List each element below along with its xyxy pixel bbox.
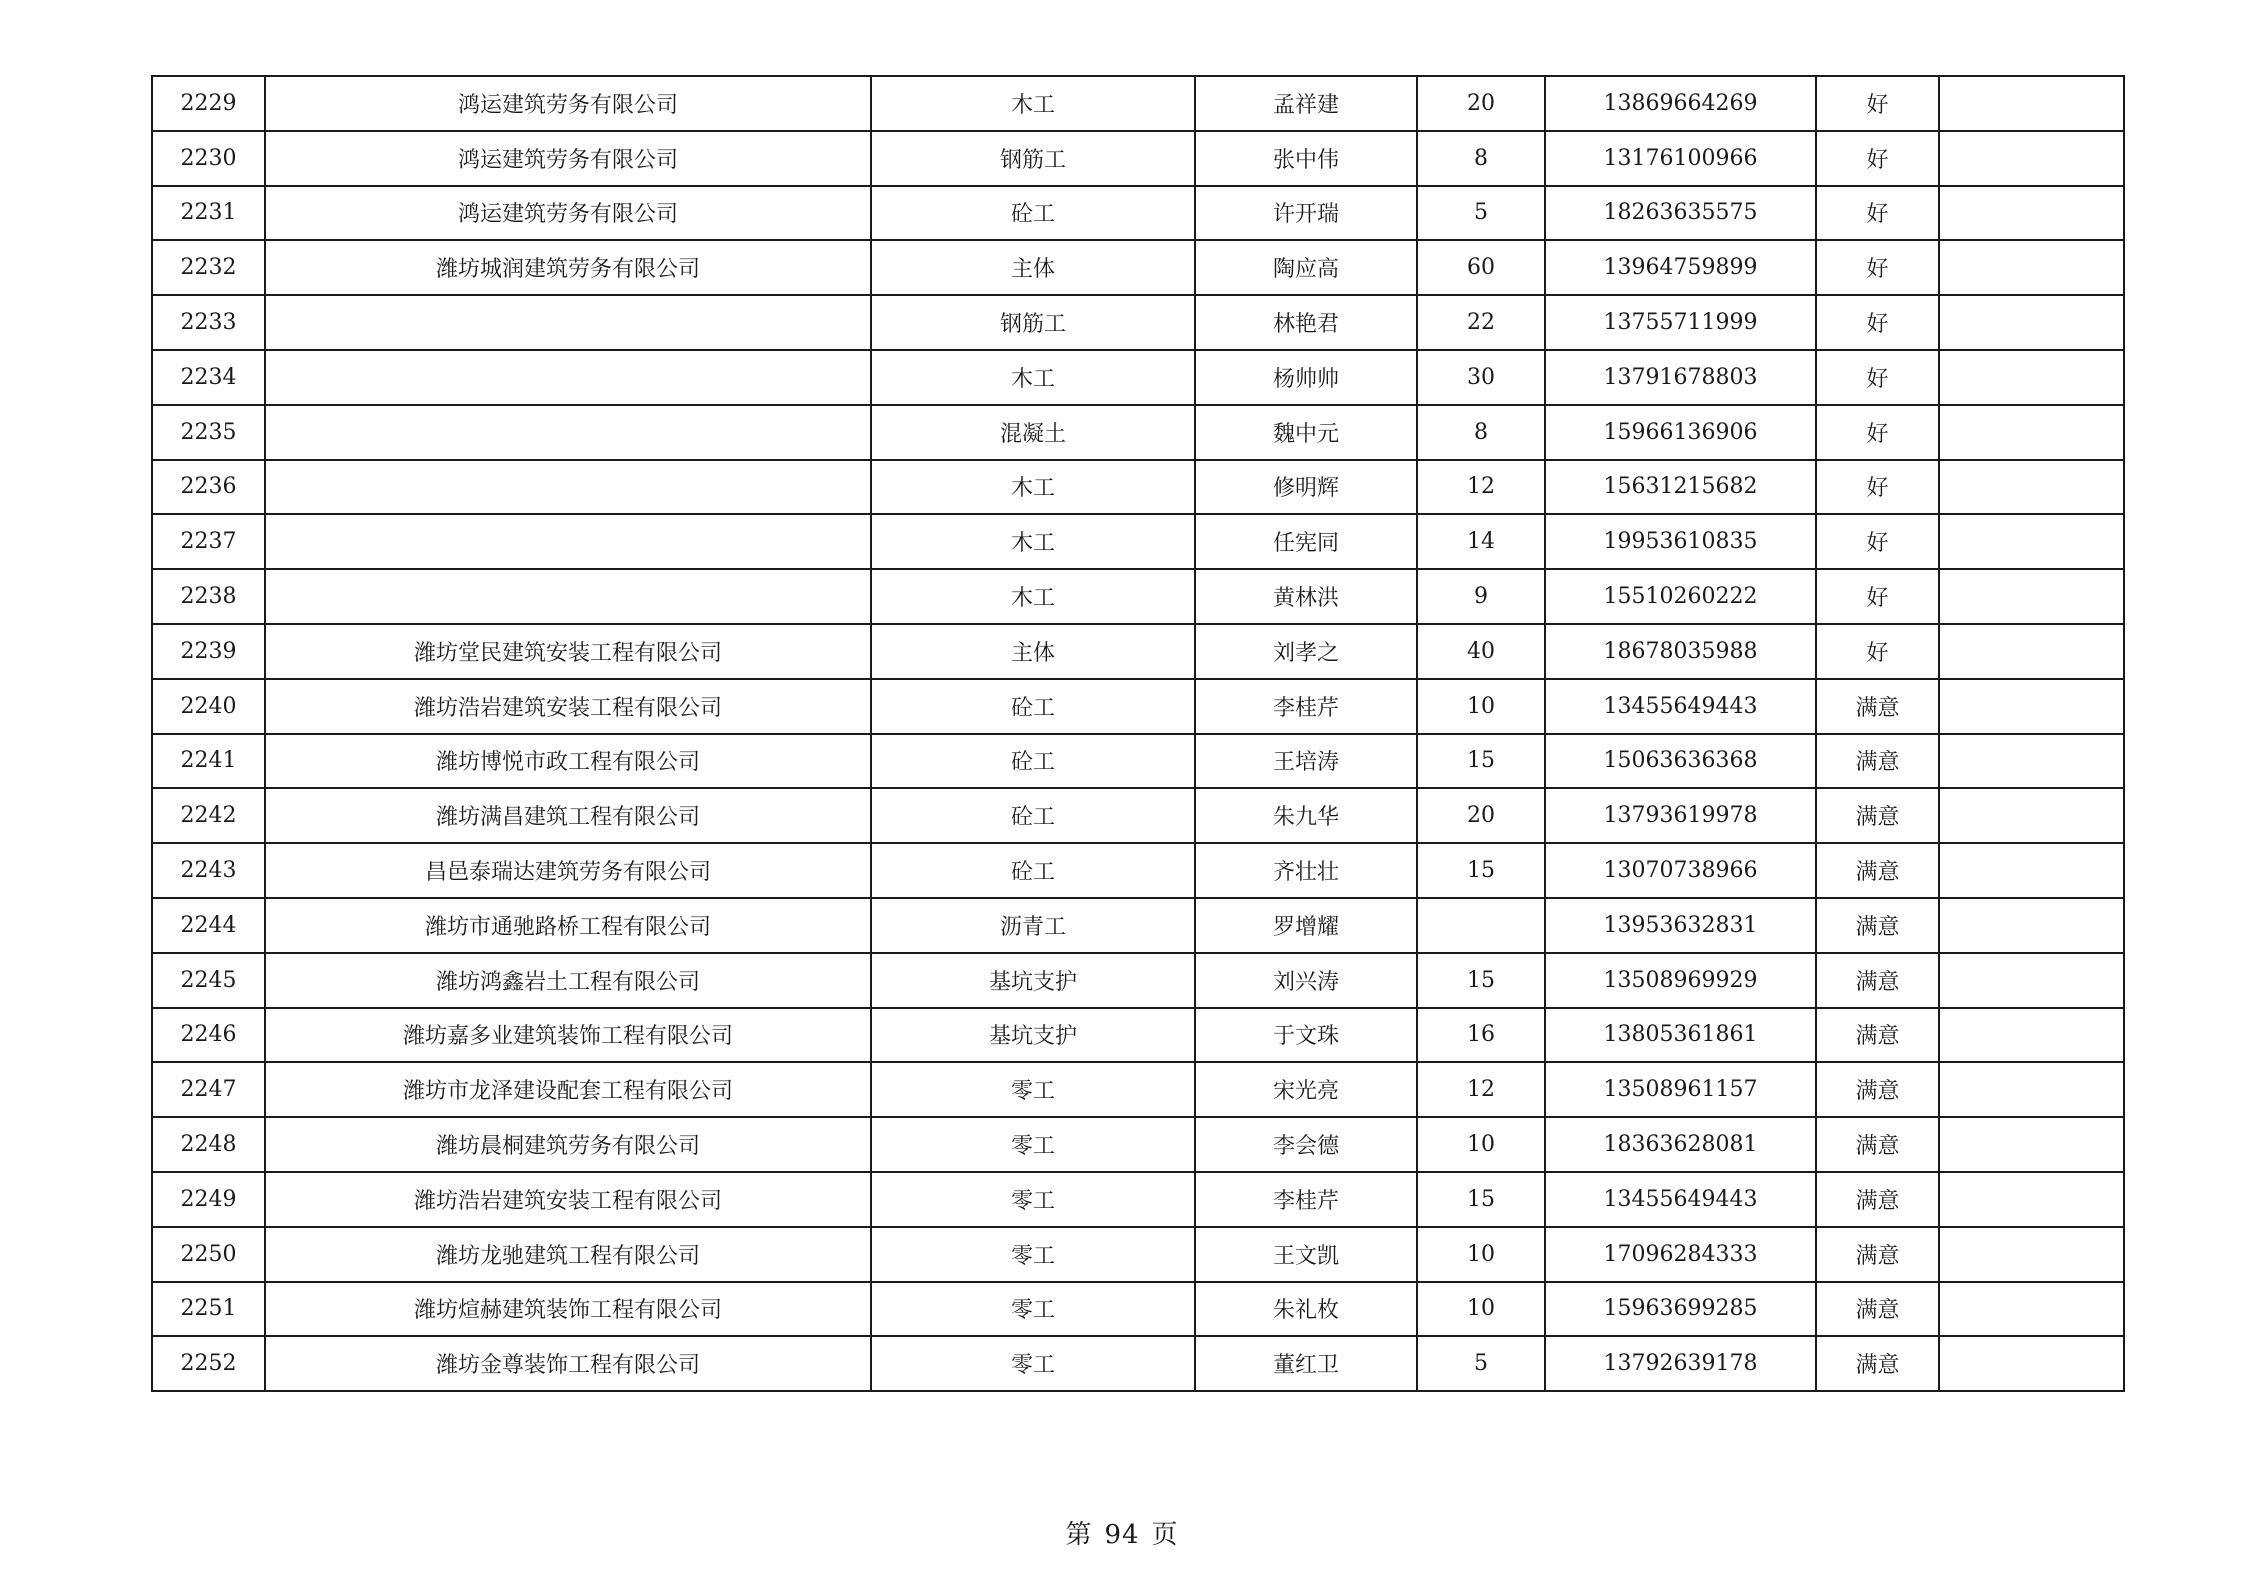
trade-type: 木工 — [871, 76, 1195, 131]
rating: 满意 — [1816, 1008, 1939, 1063]
rating: 好 — [1816, 405, 1939, 460]
row-index: 2240 — [152, 679, 265, 734]
table-row — [152, 240, 2124, 295]
worker-count: 10 — [1417, 1227, 1545, 1282]
team-leader: 李桂芹 — [1195, 679, 1417, 734]
phone-number: 15963699285 — [1545, 1282, 1816, 1337]
row-index: 2245 — [152, 953, 265, 1008]
worker-count: 15 — [1417, 1172, 1545, 1227]
rating: 好 — [1816, 186, 1939, 241]
page-suffix: 页 — [1151, 1520, 1179, 1550]
rating: 满意 — [1816, 1282, 1939, 1337]
company-name — [265, 350, 871, 405]
table-row — [152, 1117, 2124, 1172]
row-index: 2246 — [152, 1008, 265, 1063]
team-leader: 杨帅帅 — [1195, 350, 1417, 405]
rating: 满意 — [1816, 679, 1939, 734]
company-name: 潍坊满昌建筑工程有限公司 — [265, 788, 871, 843]
page-number: 94 — [1104, 1520, 1140, 1550]
company-name: 昌邑泰瑞达建筑劳务有限公司 — [265, 843, 871, 898]
remarks — [1939, 569, 2124, 624]
row-index: 2230 — [152, 131, 265, 186]
company-name: 潍坊城润建筑劳务有限公司 — [265, 240, 871, 295]
remarks — [1939, 898, 2124, 953]
company-name: 潍坊市通驰路桥工程有限公司 — [265, 898, 871, 953]
company-name — [265, 405, 871, 460]
table-row — [152, 514, 2124, 569]
rating: 好 — [1816, 514, 1939, 569]
remarks — [1939, 240, 2124, 295]
row-index: 2232 — [152, 240, 265, 295]
row-index: 2236 — [152, 460, 265, 515]
worker-count: 22 — [1417, 295, 1545, 350]
worker-count: 8 — [1417, 405, 1545, 460]
worker-count: 15 — [1417, 843, 1545, 898]
row-index: 2235 — [152, 405, 265, 460]
phone-number: 13793619978 — [1545, 788, 1816, 843]
row-index: 2233 — [152, 295, 265, 350]
worker-count: 16 — [1417, 1008, 1545, 1063]
team-leader: 刘兴涛 — [1195, 953, 1417, 1008]
trade-type: 主体 — [871, 240, 1195, 295]
row-index: 2248 — [152, 1117, 265, 1172]
table-row — [152, 350, 2124, 405]
rating: 满意 — [1816, 953, 1939, 1008]
table-row — [152, 734, 2124, 789]
remarks — [1939, 295, 2124, 350]
rating: 好 — [1816, 460, 1939, 515]
phone-number: 13176100966 — [1545, 131, 1816, 186]
worker-count: 8 — [1417, 131, 1545, 186]
company-name: 潍坊浩岩建筑安装工程有限公司 — [265, 679, 871, 734]
worker-count: 15 — [1417, 953, 1545, 1008]
trade-type: 钢筋工 — [871, 295, 1195, 350]
rating: 满意 — [1816, 1336, 1939, 1391]
team-leader: 李会德 — [1195, 1117, 1417, 1172]
rating: 满意 — [1816, 1062, 1939, 1117]
remarks — [1939, 76, 2124, 131]
phone-number: 13508969929 — [1545, 953, 1816, 1008]
team-leader: 许开瑞 — [1195, 186, 1417, 241]
company-name: 鸿运建筑劳务有限公司 — [265, 76, 871, 131]
team-leader: 王培涛 — [1195, 734, 1417, 789]
rating: 满意 — [1816, 1227, 1939, 1282]
team-leader: 任宪同 — [1195, 514, 1417, 569]
worker-count: 10 — [1417, 679, 1545, 734]
page-footer — [0, 1514, 2244, 1551]
rating: 好 — [1816, 240, 1939, 295]
phone-number: 18363628081 — [1545, 1117, 1816, 1172]
rating: 满意 — [1816, 898, 1939, 953]
row-index: 2250 — [152, 1227, 265, 1282]
rating: 好 — [1816, 624, 1939, 679]
row-index: 2229 — [152, 76, 265, 131]
trade-type: 砼工 — [871, 186, 1195, 241]
phone-number: 13953632831 — [1545, 898, 1816, 953]
phone-number: 17096284333 — [1545, 1227, 1816, 1282]
trade-type: 零工 — [871, 1117, 1195, 1172]
table-row — [152, 569, 2124, 624]
remarks — [1939, 788, 2124, 843]
table-row — [152, 131, 2124, 186]
phone-number: 13455649443 — [1545, 1172, 1816, 1227]
rating: 好 — [1816, 350, 1939, 405]
remarks — [1939, 953, 2124, 1008]
remarks — [1939, 1008, 2124, 1063]
team-leader: 齐壮壮 — [1195, 843, 1417, 898]
team-leader: 李桂芹 — [1195, 1172, 1417, 1227]
table-row — [152, 405, 2124, 460]
worker-count: 30 — [1417, 350, 1545, 405]
table-row — [152, 953, 2124, 1008]
team-leader: 张中伟 — [1195, 131, 1417, 186]
team-leader: 罗增耀 — [1195, 898, 1417, 953]
trade-type: 钢筋工 — [871, 131, 1195, 186]
row-index: 2231 — [152, 186, 265, 241]
team-leader: 王文凯 — [1195, 1227, 1417, 1282]
rating: 满意 — [1816, 788, 1939, 843]
team-leader: 于文珠 — [1195, 1008, 1417, 1063]
remarks — [1939, 1172, 2124, 1227]
remarks — [1939, 131, 2124, 186]
rating: 好 — [1816, 76, 1939, 131]
worker-count: 60 — [1417, 240, 1545, 295]
table-row — [152, 460, 2124, 515]
worker-count: 14 — [1417, 514, 1545, 569]
company-name: 潍坊市龙泽建设配套工程有限公司 — [265, 1062, 871, 1117]
row-index: 2244 — [152, 898, 265, 953]
team-leader: 刘孝之 — [1195, 624, 1417, 679]
worker-count: 20 — [1417, 788, 1545, 843]
rating: 好 — [1816, 569, 1939, 624]
row-index: 2252 — [152, 1336, 265, 1391]
remarks — [1939, 734, 2124, 789]
row-index: 2249 — [152, 1172, 265, 1227]
rating: 满意 — [1816, 734, 1939, 789]
trade-type: 砼工 — [871, 788, 1195, 843]
rating: 满意 — [1816, 843, 1939, 898]
table-row — [152, 788, 2124, 843]
table-row — [152, 1062, 2124, 1117]
worker-count: 9 — [1417, 569, 1545, 624]
remarks — [1939, 1062, 2124, 1117]
company-name: 潍坊龙驰建筑工程有限公司 — [265, 1227, 871, 1282]
worker-count: 10 — [1417, 1117, 1545, 1172]
phone-number: 15510260222 — [1545, 569, 1816, 624]
worker-count: 40 — [1417, 624, 1545, 679]
phone-number: 13508961157 — [1545, 1062, 1816, 1117]
labor-roster-table — [151, 75, 2125, 1392]
trade-type: 混凝土 — [871, 405, 1195, 460]
company-name: 潍坊博悦市政工程有限公司 — [265, 734, 871, 789]
team-leader: 黄林洪 — [1195, 569, 1417, 624]
rating: 好 — [1816, 131, 1939, 186]
worker-count: 12 — [1417, 1062, 1545, 1117]
phone-number: 13755711999 — [1545, 295, 1816, 350]
remarks — [1939, 186, 2124, 241]
team-leader: 朱九华 — [1195, 788, 1417, 843]
phone-number: 13805361861 — [1545, 1008, 1816, 1063]
company-name: 鸿运建筑劳务有限公司 — [265, 131, 871, 186]
trade-type: 基坑支护 — [871, 1008, 1195, 1063]
remarks — [1939, 460, 2124, 515]
table-body — [152, 76, 2124, 1391]
table-row — [152, 186, 2124, 241]
trade-type: 主体 — [871, 624, 1195, 679]
remarks — [1939, 843, 2124, 898]
company-name — [265, 569, 871, 624]
row-index: 2234 — [152, 350, 265, 405]
table-row — [152, 1282, 2124, 1337]
company-name: 潍坊晨桐建筑劳务有限公司 — [265, 1117, 871, 1172]
trade-type: 零工 — [871, 1172, 1195, 1227]
worker-count — [1417, 898, 1545, 953]
remarks — [1939, 1227, 2124, 1282]
company-name — [265, 295, 871, 350]
worker-count: 5 — [1417, 186, 1545, 241]
table-row — [152, 1172, 2124, 1227]
rating: 满意 — [1816, 1117, 1939, 1172]
phone-number: 18678035988 — [1545, 624, 1816, 679]
remarks — [1939, 514, 2124, 569]
row-index: 2237 — [152, 514, 265, 569]
table-row — [152, 1336, 2124, 1391]
company-name: 潍坊煊赫建筑装饰工程有限公司 — [265, 1282, 871, 1337]
company-name: 鸿运建筑劳务有限公司 — [265, 186, 871, 241]
trade-type: 木工 — [871, 350, 1195, 405]
phone-number: 13964759899 — [1545, 240, 1816, 295]
team-leader: 董红卫 — [1195, 1336, 1417, 1391]
phone-number: 13792639178 — [1545, 1336, 1816, 1391]
row-index: 2239 — [152, 624, 265, 679]
remarks — [1939, 624, 2124, 679]
trade-type: 零工 — [871, 1336, 1195, 1391]
team-leader: 魏中元 — [1195, 405, 1417, 460]
team-leader: 宋光亮 — [1195, 1062, 1417, 1117]
trade-type: 木工 — [871, 514, 1195, 569]
remarks — [1939, 1282, 2124, 1337]
worker-count: 12 — [1417, 460, 1545, 515]
team-leader: 林艳君 — [1195, 295, 1417, 350]
worker-count: 5 — [1417, 1336, 1545, 1391]
company-name: 潍坊嘉多业建筑装饰工程有限公司 — [265, 1008, 871, 1063]
company-name: 潍坊堂民建筑安装工程有限公司 — [265, 624, 871, 679]
worker-count: 10 — [1417, 1282, 1545, 1337]
rating: 满意 — [1816, 1172, 1939, 1227]
remarks — [1939, 350, 2124, 405]
company-name: 潍坊浩岩建筑安装工程有限公司 — [265, 1172, 871, 1227]
trade-type: 基坑支护 — [871, 953, 1195, 1008]
trade-type: 砼工 — [871, 679, 1195, 734]
phone-number: 13455649443 — [1545, 679, 1816, 734]
row-index: 2242 — [152, 788, 265, 843]
table-row — [152, 295, 2124, 350]
phone-number: 13791678803 — [1545, 350, 1816, 405]
table-row — [152, 843, 2124, 898]
page-prefix: 第 — [1065, 1520, 1093, 1550]
trade-type: 木工 — [871, 569, 1195, 624]
remarks — [1939, 1117, 2124, 1172]
phone-number: 13869664269 — [1545, 76, 1816, 131]
trade-type: 零工 — [871, 1282, 1195, 1337]
team-leader: 修明辉 — [1195, 460, 1417, 515]
phone-number: 15631215682 — [1545, 460, 1816, 515]
row-index: 2241 — [152, 734, 265, 789]
table-row — [152, 1008, 2124, 1063]
table-row — [152, 898, 2124, 953]
company-name — [265, 514, 871, 569]
table-row — [152, 1227, 2124, 1282]
company-name — [265, 460, 871, 515]
company-name: 潍坊金尊装饰工程有限公司 — [265, 1336, 871, 1391]
team-leader: 孟祥建 — [1195, 76, 1417, 131]
row-index: 2247 — [152, 1062, 265, 1117]
row-index: 2251 — [152, 1282, 265, 1337]
phone-number: 18263635575 — [1545, 186, 1816, 241]
trade-type: 零工 — [871, 1062, 1195, 1117]
trade-type: 零工 — [871, 1227, 1195, 1282]
row-index: 2243 — [152, 843, 265, 898]
trade-type: 沥青工 — [871, 898, 1195, 953]
row-index: 2238 — [152, 569, 265, 624]
team-leader: 陶应高 — [1195, 240, 1417, 295]
table-row — [152, 679, 2124, 734]
company-name: 潍坊鸿鑫岩土工程有限公司 — [265, 953, 871, 1008]
worker-count: 20 — [1417, 76, 1545, 131]
phone-number: 15966136906 — [1545, 405, 1816, 460]
table-row — [152, 624, 2124, 679]
remarks — [1939, 679, 2124, 734]
trade-type: 砼工 — [871, 734, 1195, 789]
phone-number: 15063636368 — [1545, 734, 1816, 789]
phone-number: 19953610835 — [1545, 514, 1816, 569]
table-row — [152, 76, 2124, 131]
rating: 好 — [1816, 295, 1939, 350]
team-leader: 朱礼枚 — [1195, 1282, 1417, 1337]
remarks — [1939, 1336, 2124, 1391]
phone-number: 13070738966 — [1545, 843, 1816, 898]
trade-type: 砼工 — [871, 843, 1195, 898]
worker-count: 15 — [1417, 734, 1545, 789]
trade-type: 木工 — [871, 460, 1195, 515]
remarks — [1939, 405, 2124, 460]
